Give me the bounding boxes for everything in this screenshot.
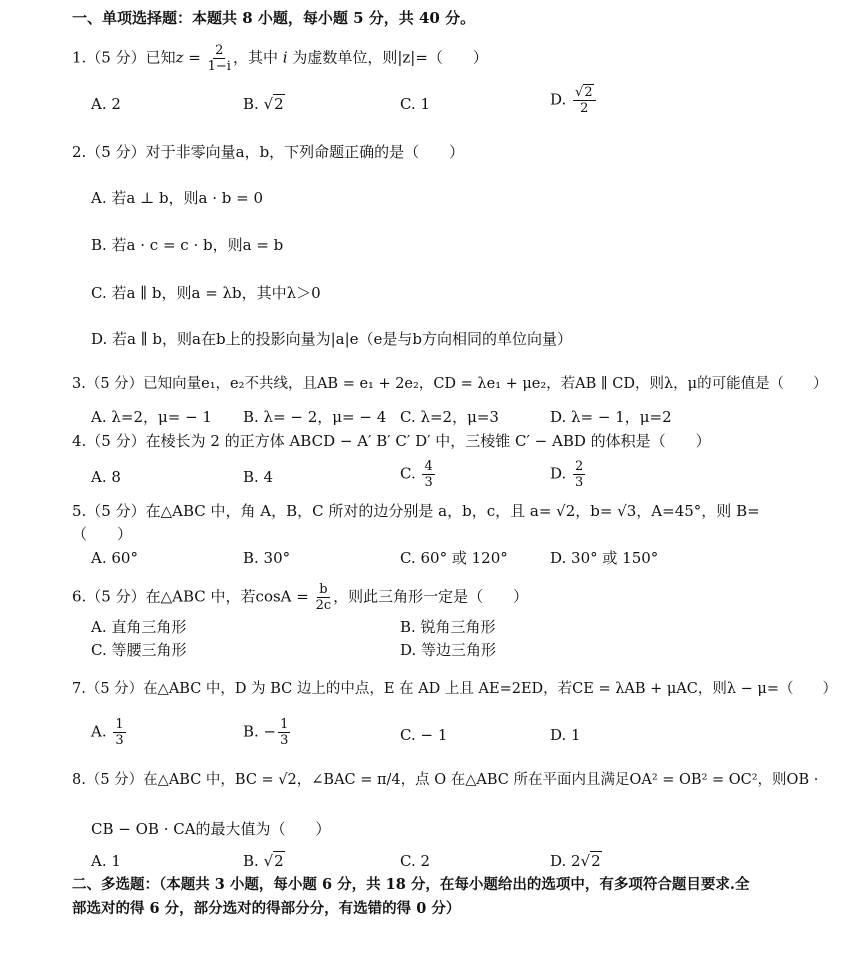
q1-z: z	[175, 48, 184, 67]
q8-b-sqrt: √2	[263, 852, 284, 870]
q8-option-b[interactable]	[243, 850, 285, 872]
q7-a-fraction	[113, 718, 125, 747]
q3-option-c[interactable]: C. λ=2，μ=3	[400, 408, 499, 426]
q7-option-b[interactable]	[243, 718, 292, 747]
question-5-stem-line1: 5.（5 分）在△ABC 中，角 A，B，C 所对的边分别是 a，b，c，且 a= √2，b= √3，A=45°，则 B=	[72, 502, 760, 520]
q7-b-label: B. −	[243, 722, 277, 741]
q1-eq: =	[183, 48, 206, 67]
q7-a-label: A.	[91, 722, 112, 741]
q3-option-d[interactable]: D. λ= − 1，μ=2	[550, 408, 672, 426]
q1-option-c[interactable]: C. 1	[400, 95, 431, 113]
q2-option-b[interactable]: B. 若a · c = c · b，则a = b	[91, 236, 284, 254]
q3-option-b[interactable]: B. λ= − 2，μ= − 4	[243, 408, 387, 426]
section-2-heading-line2: 部选对的得 6 分，部分选对的得部分分，有选错的得 0 分）	[72, 900, 461, 917]
q6-option-d[interactable]: D. 等边三角形	[400, 641, 497, 659]
question-2-stem: 2.（5 分）对于非零向量a，b，下列命题正确的是（ ）	[72, 143, 465, 161]
q6-frac-den: 2c	[315, 598, 332, 613]
q1-option-a[interactable]: A. 2	[91, 95, 121, 113]
q1-d-fraction	[573, 86, 596, 115]
q4-option-b[interactable]: B. 4	[243, 468, 274, 486]
q1-d-num: √2	[573, 86, 596, 101]
q7-option-c[interactable]: C. − 1	[400, 726, 448, 744]
q2-option-c[interactable]: C. 若a ∥ b，则a = λb，其中λ＞0	[91, 284, 321, 302]
q1-fraction	[208, 44, 231, 73]
q6-prefix: 6.（5 分）在△ABC 中，若cosA =	[72, 587, 314, 606]
q4-c-fraction	[422, 460, 434, 489]
q1-b-label: B.	[243, 95, 264, 113]
q5-option-d[interactable]: D. 30° 或 150°	[550, 549, 659, 567]
q1-b-radicand: 2	[274, 95, 284, 113]
q8-d-radicand: 2	[591, 852, 601, 870]
q8-b-label: B.	[243, 852, 264, 870]
q1-post: 为虚数单位，则|z|=（ ）	[287, 48, 488, 67]
question-7-stem: 7.（5 分）在△ABC 中，D 为 BC 边上的中点，E 在 AD 上且 AE=2ED，若CE = λAB + μAC，则λ − μ=（ ）	[72, 681, 838, 697]
q6-frac-num: b	[319, 582, 328, 597]
q2-option-d[interactable]: D. 若a ∥ b，则a在b上的投影向量为|a|e（e是与b方向相同的单位向量）	[91, 330, 572, 348]
q4-option-a[interactable]: A. 8	[91, 468, 121, 486]
q8-option-a[interactable]: A. 1	[91, 852, 121, 870]
question-4-stem: 4.（5 分）在棱长为 2 的正方体 ABCD − A′ B′ C′ D′ 中，三棱锥 C′ − ABD 的体积是（ ）	[72, 432, 711, 450]
q1-option-b[interactable]	[243, 93, 285, 115]
question-8-stem-line2: CB − OB · CA的最大值为（ ）	[91, 820, 331, 838]
q1-b-sqrt: √2	[263, 95, 284, 113]
q1-d-den: 2	[580, 101, 589, 116]
q5-option-c[interactable]: C. 60° 或 120°	[400, 549, 508, 567]
question-8-stem-line1: 8.（5 分）在△ABC 中，BC = √2，∠BAC = π/4，点 O 在△ABC 所在平面内且满足OA² = OB² = OC²，则OB ·	[72, 772, 819, 788]
q6-option-c[interactable]: C. 等腰三角形	[91, 641, 187, 659]
q7-a-den: 3	[115, 733, 124, 748]
q1-frac-den: 1−i	[207, 59, 231, 74]
q8-b-radicand: 2	[274, 852, 284, 870]
q8-option-d[interactable]	[550, 850, 602, 872]
q1-i: i	[282, 48, 288, 67]
q6-option-a[interactable]: A. 直角三角形	[91, 618, 187, 636]
q4-c-num: 4	[424, 459, 433, 474]
q1-d-label: D.	[550, 90, 572, 109]
q8-d-label: D. 2	[550, 852, 581, 870]
q5-option-a[interactable]: A. 60°	[91, 549, 138, 567]
q4-c-label: C.	[400, 464, 421, 483]
q8-d-sqrt: √2	[580, 852, 601, 870]
q4-d-label: D.	[550, 464, 572, 483]
q4-c-den: 3	[424, 475, 433, 490]
question-1-stem	[72, 44, 488, 73]
q4-option-c[interactable]	[400, 460, 437, 489]
q7-a-num: 1	[115, 717, 124, 732]
q7-b-fraction	[278, 718, 290, 747]
section-2-heading-line1: 二、多选题：（本题共 3 小题，每小题 6 分，共 18 分，在每小题给出的选项中，有多项符合题目要求.全	[72, 876, 750, 893]
q1-d-radicand: 2	[584, 85, 593, 100]
q1-prefix: 1.（5 分）已知	[72, 48, 176, 67]
q3-option-a[interactable]: A. λ=2，μ= − 1	[91, 408, 212, 426]
q6-option-b[interactable]: B. 锐角三角形	[400, 618, 496, 636]
q7-b-num: 1	[280, 717, 289, 732]
q4-d-den: 3	[575, 475, 584, 490]
q5-option-b[interactable]: B. 30°	[243, 549, 291, 567]
question-3-stem: 3.（5 分）已知向量e₁，e₂不共线，且AB = e₁ + 2e₂，CD = λe₁ + μe₂，若AB ∥ CD，则λ，μ的可能值是（ ）	[72, 376, 828, 392]
q7-option-d[interactable]: D. 1	[550, 726, 581, 744]
q7-b-den: 3	[280, 733, 289, 748]
q4-option-d[interactable]	[550, 460, 587, 489]
q6-fraction	[316, 583, 332, 612]
q1-option-d[interactable]	[550, 86, 598, 115]
q8-option-c[interactable]: C. 2	[400, 852, 431, 870]
q4-d-fraction	[573, 460, 585, 489]
q2-option-a[interactable]: A. 若a ⊥ b，则a · b = 0	[91, 189, 264, 207]
q1-mid: ，其中	[232, 48, 283, 67]
question-6-stem	[72, 583, 528, 612]
question-5-stem-line2: （ ）	[72, 525, 133, 543]
q6-post: ，则此三角形一定是（ ）	[333, 587, 529, 606]
section-1-heading: 一、单项选择题：本题共 8 小题，每小题 5 分，共 40 分。	[72, 9, 476, 27]
q7-option-a[interactable]	[91, 718, 128, 747]
q1-frac-num: 2	[215, 43, 224, 58]
q4-d-num: 2	[575, 459, 584, 474]
